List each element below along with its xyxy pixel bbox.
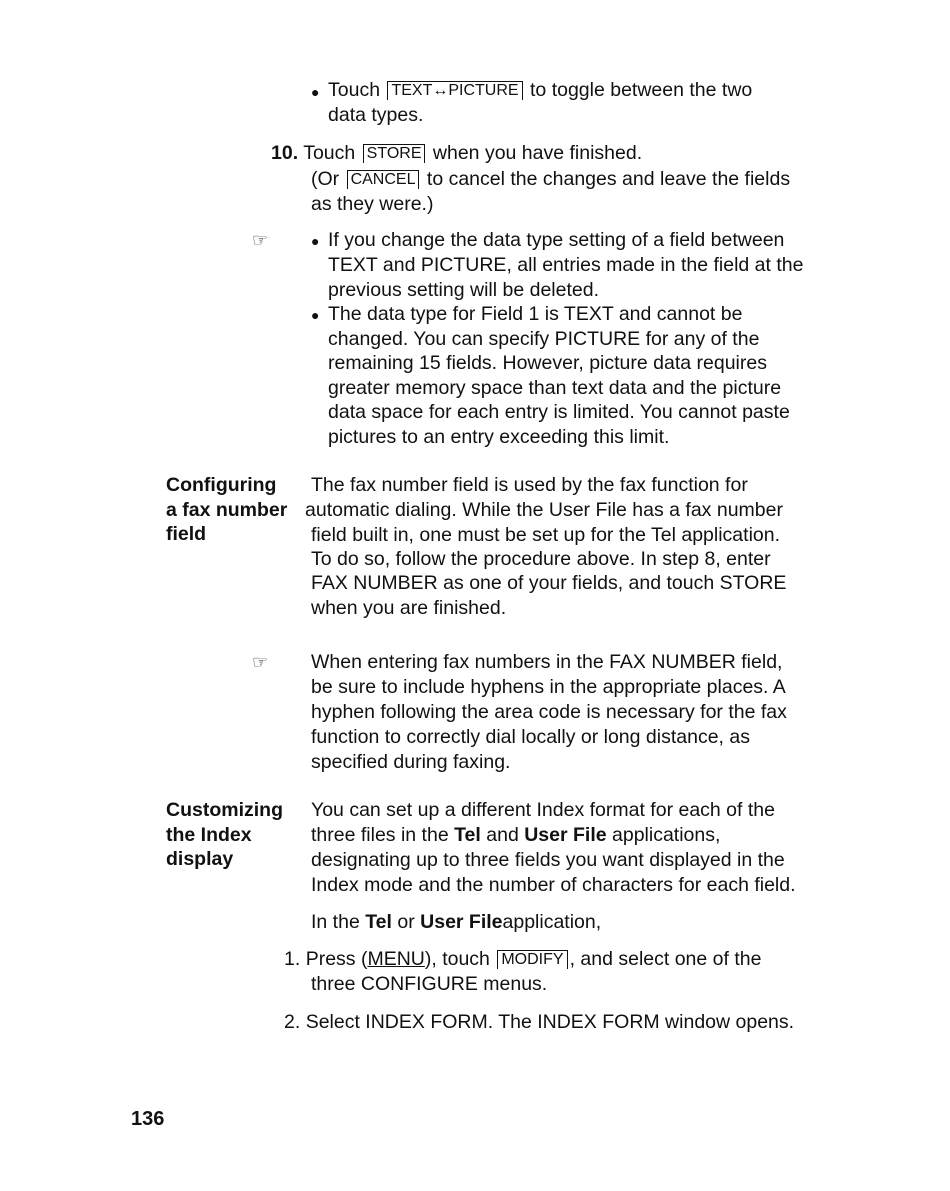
bullet-dot: ● [311, 307, 320, 323]
note2-line: function to correctly dial locally or long distance, as [311, 726, 750, 748]
heading-line: a fax number [166, 498, 288, 521]
step-10-cancel [311, 167, 790, 191]
step-10-cont: as they were.) [311, 193, 434, 215]
heading-line: Customizing [166, 799, 283, 821]
note1-b1-line: TEXT and PICTURE, all entries made in the field at the [328, 254, 804, 276]
app-name: User File [420, 911, 503, 933]
bullet-dot: ● [311, 233, 320, 249]
fax-paragraph-line: automatic dialing. While the User File has a fax number [305, 499, 783, 521]
fax-paragraph-line: The fax number field is used by the fax function for [311, 474, 748, 496]
heading-line: field [166, 523, 207, 545]
menu-key: MENU [367, 948, 425, 970]
fax-paragraph-line: field built in, one must be set up for the Tel application. [311, 524, 781, 546]
text: Press ( [305, 948, 368, 970]
text-picture-key: TEXT↔PICTURE [387, 81, 522, 100]
text: and [486, 824, 519, 846]
step-number: 1. [284, 948, 301, 970]
index-paragraph-line [311, 823, 720, 847]
step-number: 2. [284, 1011, 301, 1033]
app-name: Tel [365, 911, 392, 933]
heading-line: display [166, 848, 234, 870]
step-2 [284, 1010, 794, 1034]
fax-paragraph-line: when you are finished. [311, 597, 507, 619]
heading-line: Configuring [166, 474, 277, 496]
heading-line: the Index [166, 823, 252, 846]
page-number: 136 [131, 1108, 165, 1130]
index-paragraph-line: designating up to three fields you want displayed in the [311, 849, 785, 871]
text: (Or [311, 168, 340, 190]
note2-line: When entering fax numbers in the FAX NUMBER field, [311, 651, 783, 673]
text: ), touch [424, 948, 490, 970]
app-name: User File [524, 824, 607, 846]
note1-b2-line: data space for each entry is limited. You cannot paste [328, 401, 790, 423]
note1-b1-line: previous setting will be deleted. [328, 279, 599, 301]
text: applications, [612, 824, 721, 846]
step-1-cont: three CONFIGURE menus. [311, 973, 548, 995]
modify-key: MODIFY [497, 950, 567, 969]
app-name: Tel [454, 824, 481, 846]
index-intro [311, 910, 601, 934]
text: application, [502, 911, 602, 933]
section-heading-index [166, 798, 283, 872]
pointing-hand-icon: ☞ [252, 652, 269, 672]
text: Select INDEX FORM. The INDEX FORM window opens. [305, 1011, 795, 1033]
text: In the [311, 911, 360, 933]
toggle-instruction [328, 78, 752, 102]
note1-b2-line: pictures to an entry exceeding this limit. [328, 426, 670, 448]
note1-b2-line: remaining 15 fields. However, picture data requires [328, 352, 767, 374]
text: or [397, 911, 415, 933]
index-paragraph-line: Index mode and the number of characters for each field. [311, 874, 796, 896]
text: three files in the [311, 824, 449, 846]
step-1 [284, 947, 761, 971]
store-key: STORE [363, 144, 426, 163]
note2-line: hyphen following the area code is necessary for the fax [311, 701, 787, 723]
cancel-key: CANCEL [347, 170, 420, 189]
note1-b2-line: The data type for Field 1 is TEXT and cannot be [328, 303, 743, 325]
note2-line: be sure to include hyphens in the appropriate places. A [311, 676, 786, 698]
text: Touch [303, 142, 356, 164]
section-heading-fax [166, 473, 287, 547]
text: Touch [328, 79, 381, 101]
bullet-dot: ● [311, 84, 320, 100]
toggle-instruction-cont: data types. [328, 104, 424, 126]
text: when you have finished. [432, 142, 643, 164]
pointing-hand-icon: ☞ [252, 230, 269, 250]
fax-paragraph-line: To do so, follow the procedure above. In step 8, enter [311, 548, 771, 570]
text: to cancel the changes and leave the fields [426, 168, 791, 190]
step-number: 10. [271, 142, 299, 164]
note1-b2-line: changed. You can specify PICTURE for any of the [328, 328, 760, 350]
note1-b1-line: If you change the data type setting of a field between [328, 229, 785, 251]
step-10 [271, 141, 642, 165]
text: , and select one of the [569, 948, 762, 970]
index-paragraph-line: You can set up a different Index format for each of the [311, 799, 775, 821]
note2-line: specified during faxing. [311, 751, 511, 773]
note1-b2-line: greater memory space than text data and the picture [328, 377, 782, 399]
text: to toggle between the two [530, 79, 753, 101]
fax-paragraph-line: FAX NUMBER as one of your fields, and touch STORE [311, 572, 787, 594]
